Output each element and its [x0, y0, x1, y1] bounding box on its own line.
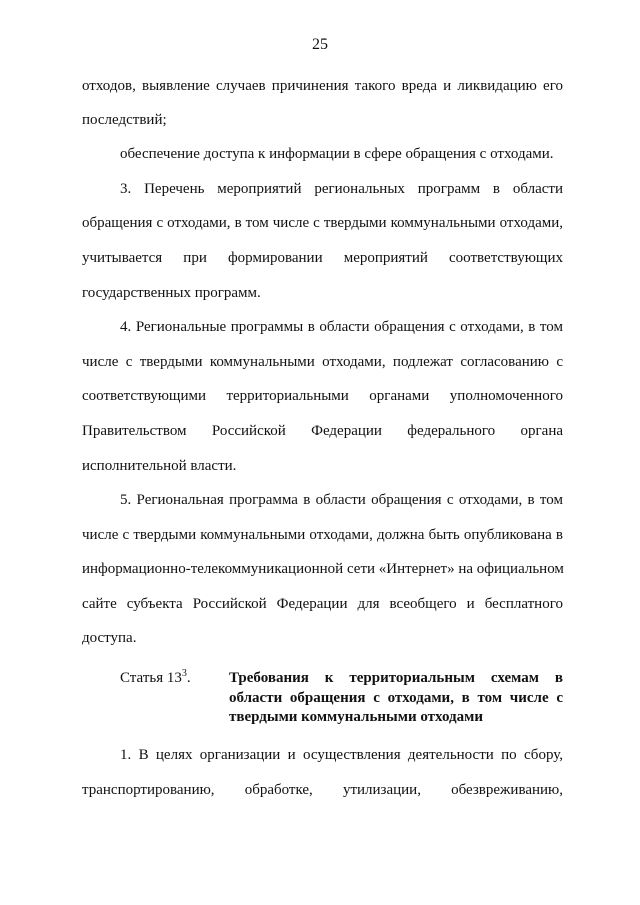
text-line: Правительством Российской Федерации федерального органа: [82, 423, 563, 439]
article-title-line: Требования к территориальным схемам в: [229, 670, 563, 686]
page-number: 25: [312, 36, 328, 53]
text-line: числе с твердыми коммунальными отходами, подлежат согласованию с: [82, 354, 563, 370]
text-line: учитывается при формировании мероприятий соответствующих: [82, 250, 563, 266]
text-line: обеспечение доступа к информации в сфере обращения с отходами.: [120, 146, 554, 162]
text-line: 3. Перечень мероприятий региональных программ в области: [120, 181, 563, 197]
text-line: обращения с отходами, в том числе с твердыми коммунальными отходами,: [82, 215, 563, 231]
text-line: 4. Региональные программы в области обращения с отходами, в том: [120, 319, 563, 335]
text-line: 1. В целях организации и осуществления деятельности по сбору,: [120, 747, 563, 763]
text-line: транспортированию, обработке, утилизации, обезвреживанию,: [82, 782, 563, 798]
article-label: [120, 668, 191, 688]
article-title-line: области обращения с отходами, в том числе с: [229, 690, 563, 706]
text-line: исполнительной власти.: [82, 458, 237, 474]
article-label-text: Статья 13: [120, 670, 182, 686]
article-title-line: твердыми коммунальными отходами: [229, 709, 483, 725]
text-line: последствий;: [82, 112, 167, 128]
text-line: государственных программ.: [82, 285, 261, 301]
text-line: отходов, выявление случаев причинения такого вреда и ликвидацию его: [82, 78, 563, 94]
text-line: доступа.: [82, 630, 137, 646]
text-line: соответствующими территориальными органами уполномоченного: [82, 388, 563, 404]
article-label-sup: 3: [181, 668, 187, 679]
text-line: числе с твердыми коммунальными отходами, должна быть опубликована в: [82, 527, 563, 543]
text-line: 5. Региональная программа в области обращения с отходами, в том: [120, 492, 563, 508]
text-line: информационно-телекоммуникационной сети «Интернет» на официальном: [82, 561, 564, 577]
text-line: сайте субъекта Российской Федерации для всеобщего и бесплатного: [82, 596, 563, 612]
article-label-suffix: .: [186, 670, 191, 686]
